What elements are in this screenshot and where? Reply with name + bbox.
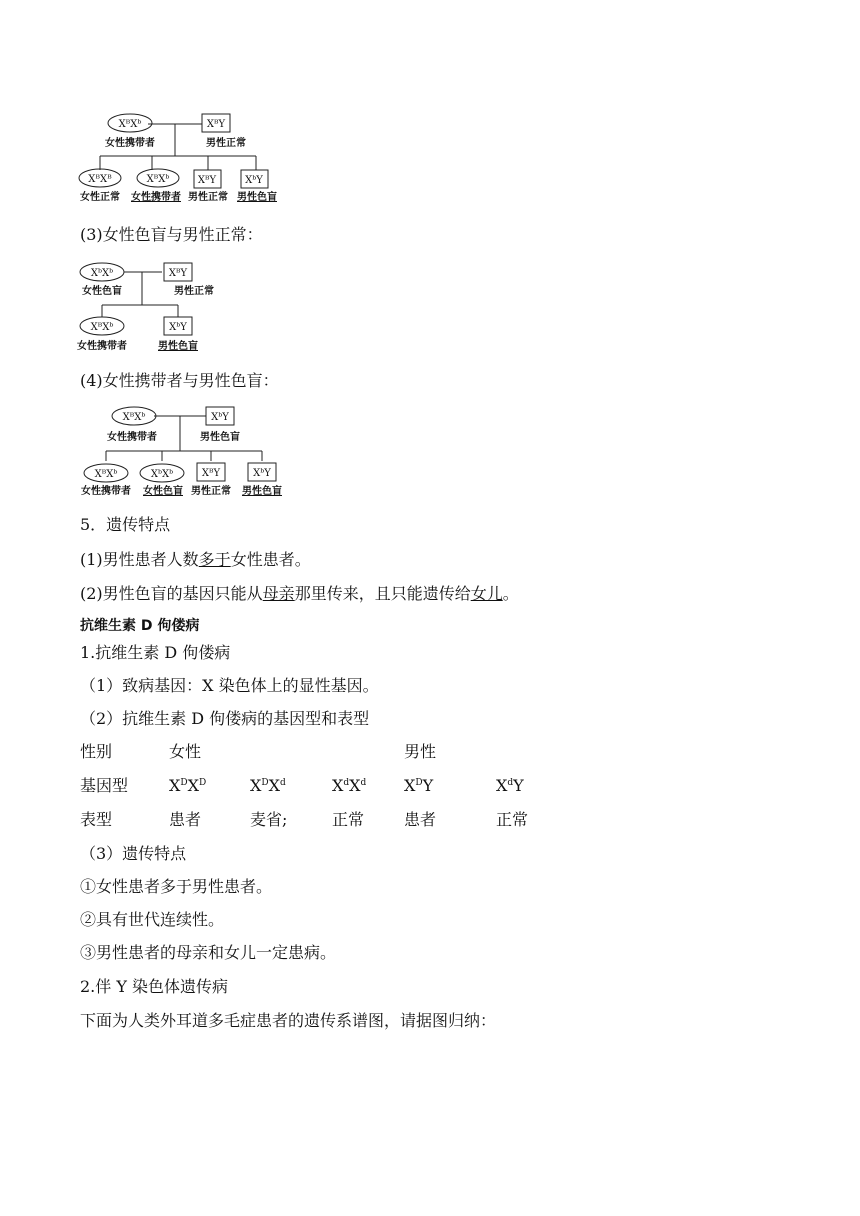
phenotype-cell: 麦省;: [250, 810, 288, 829]
phenotype-cell: 患者: [169, 810, 202, 829]
genotype: XᴮY: [201, 468, 221, 479]
row-label: 性别: [80, 742, 113, 761]
phenotype-cell: 患者: [404, 810, 437, 829]
rickets-subtitle: 1.抗维生素 D 佝偻病: [80, 643, 231, 662]
phenotype-label: 男性正常: [191, 486, 231, 497]
genotype: XᴮXᵇ: [90, 322, 114, 333]
section-5-point-2: (2)男性色盲的基因只能从母亲那里传来，且只能遗传给女儿。: [80, 584, 519, 603]
genotype: XᵇY: [211, 412, 229, 423]
genotype: XᵇY: [253, 468, 271, 479]
rickets-heading: 抗维生素 D 佝偻病: [80, 618, 200, 634]
genotype: XᵇY: [169, 322, 187, 333]
genotype: XᴮXᴮ: [88, 174, 112, 185]
genotype-cell: $X^dY$: [496, 776, 524, 795]
rickets-point-3: ③男性患者的母亲和女儿一定患病。: [80, 943, 337, 962]
rickets-line-3: （3）遗传特点: [80, 844, 187, 863]
phenotype-label: 女性携带者: [105, 138, 155, 149]
ylinked-subtitle: 2.伴 Y 染色体遗传病: [80, 977, 229, 996]
item-3-title: (3)女性色盲与男性正常：: [80, 225, 263, 244]
phenotype-label: 男性色盲: [200, 432, 240, 443]
phenotype-label: 女性携带者: [107, 432, 157, 443]
rickets-point-2: ②具有世代连续性。: [80, 910, 225, 929]
male-header: 男性: [404, 742, 437, 761]
rickets-line-2: （2）抗维生素 D 佝偻病的基因型和表型: [80, 709, 370, 728]
phenotype-label: 女性色盲: [143, 486, 183, 497]
pedigree-chart-1: [78, 108, 298, 208]
row-label: 表型: [80, 810, 113, 829]
genotype: XᵇY: [245, 175, 263, 186]
genotype: XᵇXᵇ: [150, 469, 174, 480]
pedigree-chart-2: [78, 260, 218, 355]
rickets-line-1: （1）致病基因：X 染色体上的显性基因。: [80, 676, 379, 695]
phenotype-label: 男性正常: [206, 138, 246, 149]
phenotype-label: 女性携带者: [81, 486, 131, 497]
phenotype-label: 女性携带者: [131, 192, 181, 203]
rickets-point-1: ①女性患者多于男性患者。: [80, 877, 273, 896]
genotype: XᴮY: [168, 268, 188, 279]
phenotype-cell: 正常: [496, 810, 529, 829]
phenotype-label: 男性色盲: [242, 486, 282, 497]
table-row-genotype: [0, 775, 860, 797]
phenotype-cell: 正常: [332, 810, 365, 829]
genotype: XᴮY: [197, 175, 217, 186]
item-4-title: (4)女性携带者与男性色盲：: [80, 371, 279, 390]
genotype: XᴮY: [206, 119, 226, 130]
ylinked-intro: 下面为人类外耳道多毛症患者的遗传系谱图，请据图归纳：: [80, 1011, 497, 1030]
table-row-sex: [0, 741, 860, 763]
phenotype-label: 女性色盲: [82, 286, 122, 297]
genotype: XᴮXᵇ: [146, 174, 170, 185]
genotype: XᴮXᵇ: [94, 469, 118, 480]
section-5-point-1: (1)男性患者人数多于女性患者。: [80, 550, 311, 569]
table-row-phenotype: [0, 809, 860, 831]
genotype-cell: $X^dX^d$: [332, 776, 367, 795]
section-5-title: 5．遗传特点: [80, 515, 171, 534]
genotype-cell: $X^DX^D$: [169, 776, 207, 795]
female-header: 女性: [169, 742, 202, 761]
genotype: XᴮXᵇ: [122, 412, 146, 423]
genotype: XᵇXᵇ: [90, 268, 114, 279]
phenotype-label: 男性正常: [174, 286, 214, 297]
phenotype-label: 男性正常: [188, 192, 228, 203]
genotype-cell: $X^DX^d$: [250, 776, 286, 795]
genotype: XᴮXᵇ: [118, 119, 142, 130]
pedigree-chart-3: [78, 404, 288, 500]
phenotype-label: 男性色盲: [237, 192, 277, 203]
row-label: 基因型: [80, 776, 129, 795]
phenotype-label: 男性色盲: [158, 341, 198, 352]
phenotype-label: 女性携带者: [77, 341, 127, 352]
phenotype-label: 女性正常: [80, 192, 120, 203]
genotype-cell: $X^DY$: [404, 776, 434, 795]
